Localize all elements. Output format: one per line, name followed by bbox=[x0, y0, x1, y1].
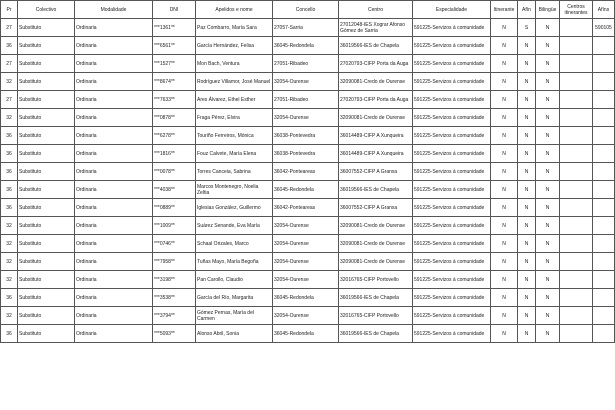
cell-afins bbox=[593, 307, 615, 325]
table-row bbox=[1, 37, 615, 55]
cell-colectivo: Substituto bbox=[18, 271, 75, 289]
cell-afin: S bbox=[518, 19, 536, 37]
cell-centro: 36007552-CIFP A Granxa bbox=[339, 199, 413, 217]
cell-afin: N bbox=[518, 271, 536, 289]
cell-centro: 36019566-IES de Chapela bbox=[339, 181, 413, 199]
cell-afin: N bbox=[518, 217, 536, 235]
column-header-colectivo: Colectivo bbox=[18, 1, 75, 19]
cell-concello: 32054-Ourense bbox=[273, 217, 339, 235]
cell-concello: 27057-Sarria bbox=[273, 19, 339, 37]
cell-centro: 36019566-IES de Chapela bbox=[339, 37, 413, 55]
cell-afin: N bbox=[518, 325, 536, 343]
cell-apelidos-e-nome: Fouz Calvete, María Elena bbox=[196, 145, 273, 163]
cell-modalidade: Ordinaria bbox=[75, 163, 153, 181]
table-row bbox=[1, 127, 615, 145]
cell-afin: N bbox=[518, 91, 536, 109]
cell-concello: 32054-Ourense bbox=[273, 271, 339, 289]
cell-apelidos-e-nome: Mon Bach, Ventura bbox=[196, 55, 273, 73]
cell-afins bbox=[593, 37, 615, 55]
cell-afin: N bbox=[518, 37, 536, 55]
cell-apelidos-e-nome: Marcos Montenegro, Noelia Zeltia bbox=[196, 181, 273, 199]
cell-bilingue: N bbox=[536, 253, 560, 271]
cell-centros-itinerantes bbox=[560, 325, 593, 343]
cell-colectivo: Substituto bbox=[18, 253, 75, 271]
cell-apelidos-e-nome: Alonso Abril, Sonia bbox=[196, 325, 273, 343]
cell-pr: 32 bbox=[1, 235, 18, 253]
cell-dni: ***5093** bbox=[153, 325, 196, 343]
cell-modalidade: Ordinaria bbox=[75, 181, 153, 199]
cell-afins bbox=[593, 289, 615, 307]
cell-apelidos-e-nome: García Hernández, Felisa bbox=[196, 37, 273, 55]
cell-dni: ***6278** bbox=[153, 127, 196, 145]
cell-colectivo: Substituto bbox=[18, 73, 75, 91]
cell-dni: ***8674** bbox=[153, 73, 196, 91]
table-row bbox=[1, 145, 615, 163]
cell-centro: 27012048-IES Xograr Afonso Gómez de Sarria bbox=[339, 19, 413, 37]
cell-dni: ***0889** bbox=[153, 199, 196, 217]
cell-modalidade: Ordinaria bbox=[75, 253, 153, 271]
cell-centros-itinerantes bbox=[560, 253, 593, 271]
cell-especialidade: 591225-Servizos á comunidade bbox=[413, 199, 491, 217]
cell-itinerante: N bbox=[491, 37, 518, 55]
column-header-apelidos-e-nome: Apelidos e nome bbox=[196, 1, 273, 19]
cell-centros-itinerantes bbox=[560, 127, 593, 145]
cell-modalidade: Ordinaria bbox=[75, 127, 153, 145]
cell-especialidade: 591225-Servizos á comunidade bbox=[413, 145, 491, 163]
cell-colectivo: Substituto bbox=[18, 37, 75, 55]
cell-bilingue: N bbox=[536, 235, 560, 253]
cell-afins: 590105 bbox=[593, 19, 615, 37]
cell-afins bbox=[593, 109, 615, 127]
cell-itinerante: N bbox=[491, 91, 518, 109]
cell-especialidade: 591225-Servizos á comunidade bbox=[413, 217, 491, 235]
cell-itinerante: N bbox=[491, 127, 518, 145]
cell-concello: 36042-Ponteareas bbox=[273, 163, 339, 181]
cell-bilingue: N bbox=[536, 145, 560, 163]
cell-centros-itinerantes bbox=[560, 19, 593, 37]
table-row bbox=[1, 235, 615, 253]
cell-apelidos-e-nome: Gómez Pernas, María del Carmen bbox=[196, 307, 273, 325]
cell-colectivo: Substituto bbox=[18, 127, 75, 145]
cell-dni: ***1361** bbox=[153, 19, 196, 37]
cell-pr: 32 bbox=[1, 217, 18, 235]
cell-centros-itinerantes bbox=[560, 199, 593, 217]
cell-itinerante: N bbox=[491, 307, 518, 325]
cell-pr: 27 bbox=[1, 55, 18, 73]
cell-pr: 36 bbox=[1, 163, 18, 181]
cell-centros-itinerantes bbox=[560, 37, 593, 55]
cell-concello: 32054-Ourense bbox=[273, 73, 339, 91]
cell-afins bbox=[593, 127, 615, 145]
cell-modalidade: Ordinaria bbox=[75, 91, 153, 109]
column-header-dni: DNI bbox=[153, 1, 196, 19]
cell-apelidos-e-nome: García del Río, Margarita bbox=[196, 289, 273, 307]
table-row bbox=[1, 163, 615, 181]
table-row bbox=[1, 109, 615, 127]
cell-especialidade: 591225-Servizos á comunidade bbox=[413, 289, 491, 307]
cell-itinerante: N bbox=[491, 289, 518, 307]
table-row bbox=[1, 217, 615, 235]
cell-especialidade: 591225-Servizos á comunidade bbox=[413, 73, 491, 91]
cell-especialidade: 591225-Servizos á comunidade bbox=[413, 235, 491, 253]
column-header-afins: Afíns bbox=[593, 1, 615, 19]
cell-colectivo: Substituto bbox=[18, 55, 75, 73]
cell-colectivo: Substituto bbox=[18, 289, 75, 307]
cell-centros-itinerantes bbox=[560, 271, 593, 289]
cell-centro: 32016765-CIFP Portovello bbox=[339, 271, 413, 289]
cell-dni: ***1816** bbox=[153, 145, 196, 163]
cell-afins bbox=[593, 163, 615, 181]
cell-afins bbox=[593, 181, 615, 199]
table-row bbox=[1, 73, 615, 91]
cell-afin: N bbox=[518, 109, 536, 127]
cell-bilingue: N bbox=[536, 37, 560, 55]
cell-modalidade: Ordinaria bbox=[75, 145, 153, 163]
cell-bilingue: N bbox=[536, 271, 560, 289]
cell-centros-itinerantes bbox=[560, 217, 593, 235]
cell-concello: 27051-Ribadeo bbox=[273, 91, 339, 109]
cell-itinerante: N bbox=[491, 163, 518, 181]
cell-concello: 32054-Ourense bbox=[273, 307, 339, 325]
cell-pr: 32 bbox=[1, 109, 18, 127]
cell-afins bbox=[593, 235, 615, 253]
cell-concello: 32054-Ourense bbox=[273, 109, 339, 127]
cell-apelidos-e-nome: Pan Carollo, Claudio bbox=[196, 271, 273, 289]
cell-pr: 32 bbox=[1, 253, 18, 271]
cell-centros-itinerantes bbox=[560, 55, 593, 73]
cell-itinerante: N bbox=[491, 181, 518, 199]
cell-bilingue: N bbox=[536, 109, 560, 127]
cell-afins bbox=[593, 217, 615, 235]
cell-centros-itinerantes bbox=[560, 91, 593, 109]
column-header-modalidade: Modalidade bbox=[75, 1, 153, 19]
table-row bbox=[1, 307, 615, 325]
cell-itinerante: N bbox=[491, 19, 518, 37]
cell-afin: N bbox=[518, 181, 536, 199]
cell-colectivo: Substituto bbox=[18, 19, 75, 37]
cell-dni: ***1527** bbox=[153, 55, 196, 73]
cell-itinerante: N bbox=[491, 109, 518, 127]
cell-apelidos-e-nome: Fraga Pérez, Elvira bbox=[196, 109, 273, 127]
column-header-pr: Pr bbox=[1, 1, 18, 19]
cell-centro: 32016765-CIFP Portovello bbox=[339, 307, 413, 325]
cell-centros-itinerantes bbox=[560, 181, 593, 199]
cell-itinerante: N bbox=[491, 253, 518, 271]
cell-pr: 36 bbox=[1, 325, 18, 343]
cell-concello: 32054-Ourense bbox=[273, 235, 339, 253]
cell-modalidade: Ordinaria bbox=[75, 73, 153, 91]
cell-concello: 36045-Redondela bbox=[273, 181, 339, 199]
column-header-itinerante: Itinerante bbox=[491, 1, 518, 19]
table-row bbox=[1, 91, 615, 109]
cell-apelidos-e-nome: Iglesias González, Guillermo bbox=[196, 199, 273, 217]
cell-colectivo: Substituto bbox=[18, 163, 75, 181]
cell-especialidade: 591225-Servizos á comunidade bbox=[413, 91, 491, 109]
cell-afin: N bbox=[518, 289, 536, 307]
cell-colectivo: Substituto bbox=[18, 181, 75, 199]
cell-afins bbox=[593, 325, 615, 343]
cell-especialidade: 591225-Servizos á comunidade bbox=[413, 307, 491, 325]
cell-colectivo: Substituto bbox=[18, 91, 75, 109]
cell-centro: 32090081-Credo de Ourense bbox=[339, 73, 413, 91]
cell-bilingue: N bbox=[536, 163, 560, 181]
cell-afin: N bbox=[518, 199, 536, 217]
column-header-centro: Centro bbox=[339, 1, 413, 19]
cell-modalidade: Ordinaria bbox=[75, 199, 153, 217]
cell-afins bbox=[593, 55, 615, 73]
cell-modalidade: Ordinaria bbox=[75, 19, 153, 37]
cell-especialidade: 591225-Servizos á comunidade bbox=[413, 55, 491, 73]
cell-centros-itinerantes bbox=[560, 307, 593, 325]
cell-especialidade: 591225-Servizos á comunidade bbox=[413, 109, 491, 127]
cell-apelidos-e-nome: Suárez Senande, Eva María bbox=[196, 217, 273, 235]
table-row bbox=[1, 253, 615, 271]
cell-afins bbox=[593, 73, 615, 91]
table-row bbox=[1, 199, 615, 217]
cell-bilingue: N bbox=[536, 19, 560, 37]
cell-bilingue: N bbox=[536, 199, 560, 217]
table-row bbox=[1, 19, 615, 37]
cell-modalidade: Ordinaria bbox=[75, 325, 153, 343]
cell-apelidos-e-nome: Rodríguez Villamor, José Manuel bbox=[196, 73, 273, 91]
cell-dni: ***0878** bbox=[153, 109, 196, 127]
column-header-centros-itinerantes: Centros itinerantes bbox=[560, 1, 593, 19]
cell-itinerante: N bbox=[491, 325, 518, 343]
table-body bbox=[1, 19, 615, 343]
cell-especialidade: 591225-Servizos á comunidade bbox=[413, 253, 491, 271]
cell-centro: 27020793-CIFP Porta da Auga bbox=[339, 55, 413, 73]
cell-concello: 36042-Ponteareas bbox=[273, 199, 339, 217]
cell-centros-itinerantes bbox=[560, 163, 593, 181]
cell-centros-itinerantes bbox=[560, 235, 593, 253]
cell-dni: ***3538** bbox=[153, 289, 196, 307]
cell-colectivo: Substituto bbox=[18, 217, 75, 235]
cell-afins bbox=[593, 91, 615, 109]
column-header-especialidade: Especialidade bbox=[413, 1, 491, 19]
cell-colectivo: Substituto bbox=[18, 235, 75, 253]
cell-colectivo: Substituto bbox=[18, 109, 75, 127]
cell-centro: 36007552-CIFP A Granxa bbox=[339, 163, 413, 181]
cell-especialidade: 591225-Servizos á comunidade bbox=[413, 271, 491, 289]
cell-concello: 36045-Redondela bbox=[273, 289, 339, 307]
cell-afins bbox=[593, 199, 615, 217]
cell-colectivo: Substituto bbox=[18, 145, 75, 163]
cell-afin: N bbox=[518, 145, 536, 163]
column-header-afin: Afín bbox=[518, 1, 536, 19]
cell-dni: ***3198** bbox=[153, 271, 196, 289]
cell-modalidade: Ordinaria bbox=[75, 37, 153, 55]
cell-afin: N bbox=[518, 55, 536, 73]
cell-concello: 36045-Redondela bbox=[273, 37, 339, 55]
cell-dni: ***0746** bbox=[153, 235, 196, 253]
cell-centros-itinerantes bbox=[560, 73, 593, 91]
cell-dni: ***6561** bbox=[153, 37, 196, 55]
cell-afins bbox=[593, 253, 615, 271]
cell-itinerante: N bbox=[491, 145, 518, 163]
table-row bbox=[1, 325, 615, 343]
cell-centro: 32090081-Credo de Ourense bbox=[339, 235, 413, 253]
cell-centro: 32090081-Credo de Ourense bbox=[339, 217, 413, 235]
cell-bilingue: N bbox=[536, 127, 560, 145]
cell-apelidos-e-nome: Touriño Ferreiros, Mónica bbox=[196, 127, 273, 145]
cell-apelidos-e-nome: Paz Combarro, María Sara bbox=[196, 19, 273, 37]
cell-afins bbox=[593, 271, 615, 289]
cell-itinerante: N bbox=[491, 217, 518, 235]
cell-dni: ***1009** bbox=[153, 217, 196, 235]
cell-afins bbox=[593, 145, 615, 163]
cell-especialidade: 591225-Servizos á comunidade bbox=[413, 127, 491, 145]
cell-afin: N bbox=[518, 307, 536, 325]
cell-modalidade: Ordinaria bbox=[75, 109, 153, 127]
cell-modalidade: Ordinaria bbox=[75, 235, 153, 253]
cell-bilingue: N bbox=[536, 289, 560, 307]
cell-itinerante: N bbox=[491, 199, 518, 217]
cell-colectivo: Substituto bbox=[18, 325, 75, 343]
cell-itinerante: N bbox=[491, 271, 518, 289]
cell-centro: 36014489-CIFP A Xunqueira bbox=[339, 145, 413, 163]
cell-bilingue: N bbox=[536, 307, 560, 325]
cell-pr: 36 bbox=[1, 199, 18, 217]
cell-especialidade: 591225-Servizos á comunidade bbox=[413, 37, 491, 55]
table-row bbox=[1, 289, 615, 307]
cell-bilingue: N bbox=[536, 217, 560, 235]
cell-centro: 36019566-IES de Chapela bbox=[339, 289, 413, 307]
cell-dni: ***7958** bbox=[153, 253, 196, 271]
cell-pr: 36 bbox=[1, 181, 18, 199]
cell-pr: 32 bbox=[1, 73, 18, 91]
cell-especialidade: 591225-Servizos á comunidade bbox=[413, 325, 491, 343]
cell-modalidade: Ordinaria bbox=[75, 271, 153, 289]
cell-colectivo: Substituto bbox=[18, 199, 75, 217]
cell-pr: 36 bbox=[1, 289, 18, 307]
cell-apelidos-e-nome: Tuñas Mayo, María Begoña bbox=[196, 253, 273, 271]
cell-especialidade: 591225-Servizos á comunidade bbox=[413, 19, 491, 37]
cell-dni: ***3794** bbox=[153, 307, 196, 325]
column-header-concello: Concello bbox=[273, 1, 339, 19]
table-row bbox=[1, 181, 615, 199]
cell-centros-itinerantes bbox=[560, 109, 593, 127]
cell-pr: 36 bbox=[1, 37, 18, 55]
cell-itinerante: N bbox=[491, 55, 518, 73]
cell-centros-itinerantes bbox=[560, 145, 593, 163]
cell-centro: 36019566-IES de Chapela bbox=[339, 325, 413, 343]
cell-itinerante: N bbox=[491, 235, 518, 253]
cell-apelidos-e-nome: Schaal Orizales, Marco bbox=[196, 235, 273, 253]
cell-concello: 36038-Pontevedra bbox=[273, 127, 339, 145]
cell-modalidade: Ordinaria bbox=[75, 289, 153, 307]
cell-concello: 36038-Pontevedra bbox=[273, 145, 339, 163]
cell-centros-itinerantes bbox=[560, 289, 593, 307]
cell-pr: 32 bbox=[1, 307, 18, 325]
cell-modalidade: Ordinaria bbox=[75, 307, 153, 325]
cell-especialidade: 591225-Servizos á comunidade bbox=[413, 181, 491, 199]
cell-bilingue: N bbox=[536, 91, 560, 109]
cell-bilingue: N bbox=[536, 55, 560, 73]
cell-modalidade: Ordinaria bbox=[75, 55, 153, 73]
cell-centro: 32090081-Credo de Ourense bbox=[339, 109, 413, 127]
cell-afin: N bbox=[518, 127, 536, 145]
cell-pr: 36 bbox=[1, 127, 18, 145]
cell-modalidade: Ordinaria bbox=[75, 217, 153, 235]
cell-especialidade: 591225-Servizos á comunidade bbox=[413, 163, 491, 181]
cell-apelidos-e-nome: Ares Álvarez, Ethel Esther bbox=[196, 91, 273, 109]
cell-concello: 27051-Ribadeo bbox=[273, 55, 339, 73]
header-row bbox=[1, 1, 615, 19]
cell-centro: 36014489-CIFP A Xunqueira bbox=[339, 127, 413, 145]
cell-dni: ***7633** bbox=[153, 91, 196, 109]
cell-centro: 27020793-CIFP Porta da Auga bbox=[339, 91, 413, 109]
cell-pr: 27 bbox=[1, 91, 18, 109]
cell-pr: 32 bbox=[1, 271, 18, 289]
table-row bbox=[1, 271, 615, 289]
cell-dni: ***4038** bbox=[153, 181, 196, 199]
cell-dni: ***0078** bbox=[153, 163, 196, 181]
cell-concello: 32054-Ourense bbox=[273, 253, 339, 271]
cell-concello: 36045-Redondela bbox=[273, 325, 339, 343]
cell-bilingue: N bbox=[536, 181, 560, 199]
cell-itinerante: N bbox=[491, 73, 518, 91]
cell-bilingue: N bbox=[536, 325, 560, 343]
cell-apelidos-e-nome: Torres Canceia, Sabrina bbox=[196, 163, 273, 181]
cell-pr: 36 bbox=[1, 145, 18, 163]
table-row bbox=[1, 55, 615, 73]
cell-colectivo: Substituto bbox=[18, 307, 75, 325]
column-header-bilingue: Bilingüe bbox=[536, 1, 560, 19]
cell-bilingue: N bbox=[536, 73, 560, 91]
cell-afin: N bbox=[518, 163, 536, 181]
cell-centro: 32090081-Credo de Ourense bbox=[339, 253, 413, 271]
cell-afin: N bbox=[518, 235, 536, 253]
cell-pr: 27 bbox=[1, 19, 18, 37]
cell-afin: N bbox=[518, 73, 536, 91]
cell-afin: N bbox=[518, 253, 536, 271]
